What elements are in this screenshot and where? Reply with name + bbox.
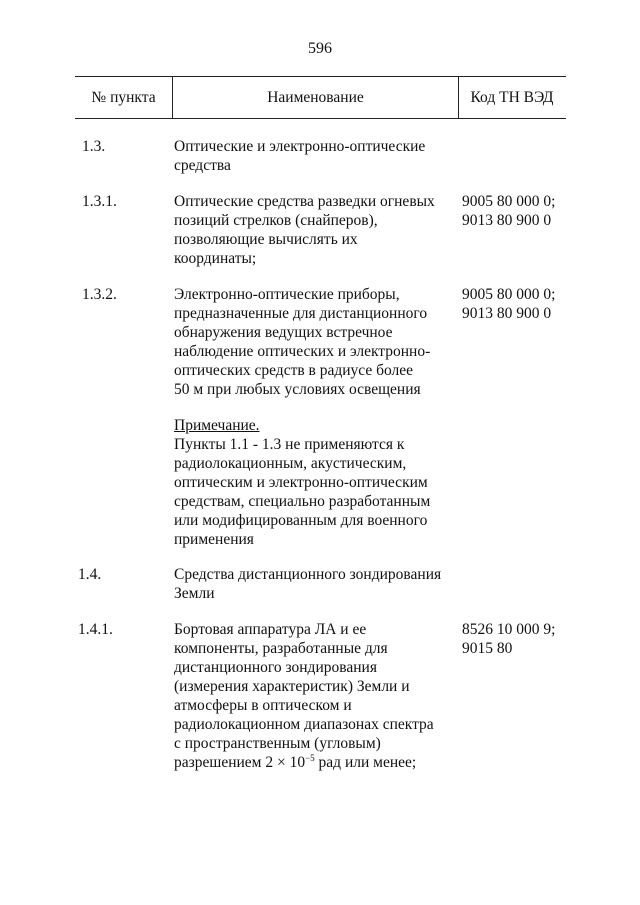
text-line: радиолокационном диапазонах спектра (174, 716, 434, 733)
item-name (174, 620, 464, 772)
text-line: атмосферы в оптическом и (174, 697, 352, 714)
item-code (462, 620, 582, 658)
text-line-with-exponent (174, 753, 464, 772)
item-number: 1.4. (78, 566, 102, 583)
note-title: Примечание. (174, 417, 260, 434)
text-line: Электронно-оптические приборы, (174, 286, 400, 303)
text-line: с пространственным (угловым) (174, 735, 381, 752)
note (174, 416, 464, 549)
item-number: 1.3.2. (82, 286, 117, 303)
item-code (462, 285, 582, 323)
item-code (462, 192, 582, 230)
text-line: средства (174, 157, 231, 174)
text-line: дистанционного зондирования (174, 659, 377, 676)
page-number: 596 (308, 40, 332, 57)
code-line: 9005 80 000 0; (462, 286, 556, 303)
text-line: (измерения характеристик) Земли и (174, 678, 410, 695)
item-name (174, 285, 464, 399)
text-line: координаты; (174, 250, 257, 267)
text-line: Средства дистанционного зондирования (174, 566, 442, 583)
code-line: 9013 80 900 0 (462, 212, 552, 229)
item-number: 1.4.1. (78, 621, 113, 638)
text-line: 50 м при любых условиях освещения (174, 381, 421, 398)
item-name (174, 565, 464, 603)
text-fragment: рад или менее; (314, 754, 417, 771)
text-line: Бортовая аппаратура ЛА и ее (174, 621, 367, 638)
text-fragment: разрешением 2 × 10 (174, 754, 306, 771)
text-line: обнаружения ведущих встречное (174, 324, 393, 341)
header-name: Наименование (172, 77, 459, 118)
text-line: Земли (174, 585, 215, 602)
code-line: 9013 80 900 0 (462, 305, 552, 322)
text-line: или модифицированным для военного (174, 512, 428, 529)
code-line: 9005 80 000 0; (462, 193, 556, 210)
text-line: средствам, специально разработанным (174, 493, 431, 510)
text-line: оптическим и электронно-оптическим (174, 474, 428, 491)
text-line: Оптические средства разведки огневых (174, 193, 435, 210)
code-line: 8526 10 000 9; (462, 621, 556, 638)
table-header (75, 76, 566, 119)
exponent: −5 (305, 752, 315, 763)
text-line: радиолокационным, акустическим, (174, 455, 407, 472)
item-number: 1.3. (82, 138, 106, 155)
text-line: наблюдение оптических и электронно- (174, 343, 431, 360)
text-line: Оптические и электронно-оптические (174, 138, 426, 155)
text-line: применения (174, 531, 254, 548)
item-name (174, 137, 464, 175)
text-line: позволяющие вычислять их (174, 231, 358, 248)
item-number: 1.3.1. (82, 193, 117, 210)
item-name (174, 192, 464, 268)
header-code: Код ТН ВЭД (470, 88, 554, 106)
text-line: Пункты 1.1 - 1.3 не применяются к (174, 436, 405, 453)
text-line: предназначенные для дистанционного (174, 305, 428, 322)
text-line: позиций стрелков (снайперов), (174, 212, 378, 229)
text-line: компоненты, разработанные для (174, 640, 388, 657)
header-item-number: № пункта (91, 88, 156, 106)
text-line: оптических средств в радиусе более (174, 362, 414, 379)
code-line: 9015 80 (462, 640, 513, 657)
